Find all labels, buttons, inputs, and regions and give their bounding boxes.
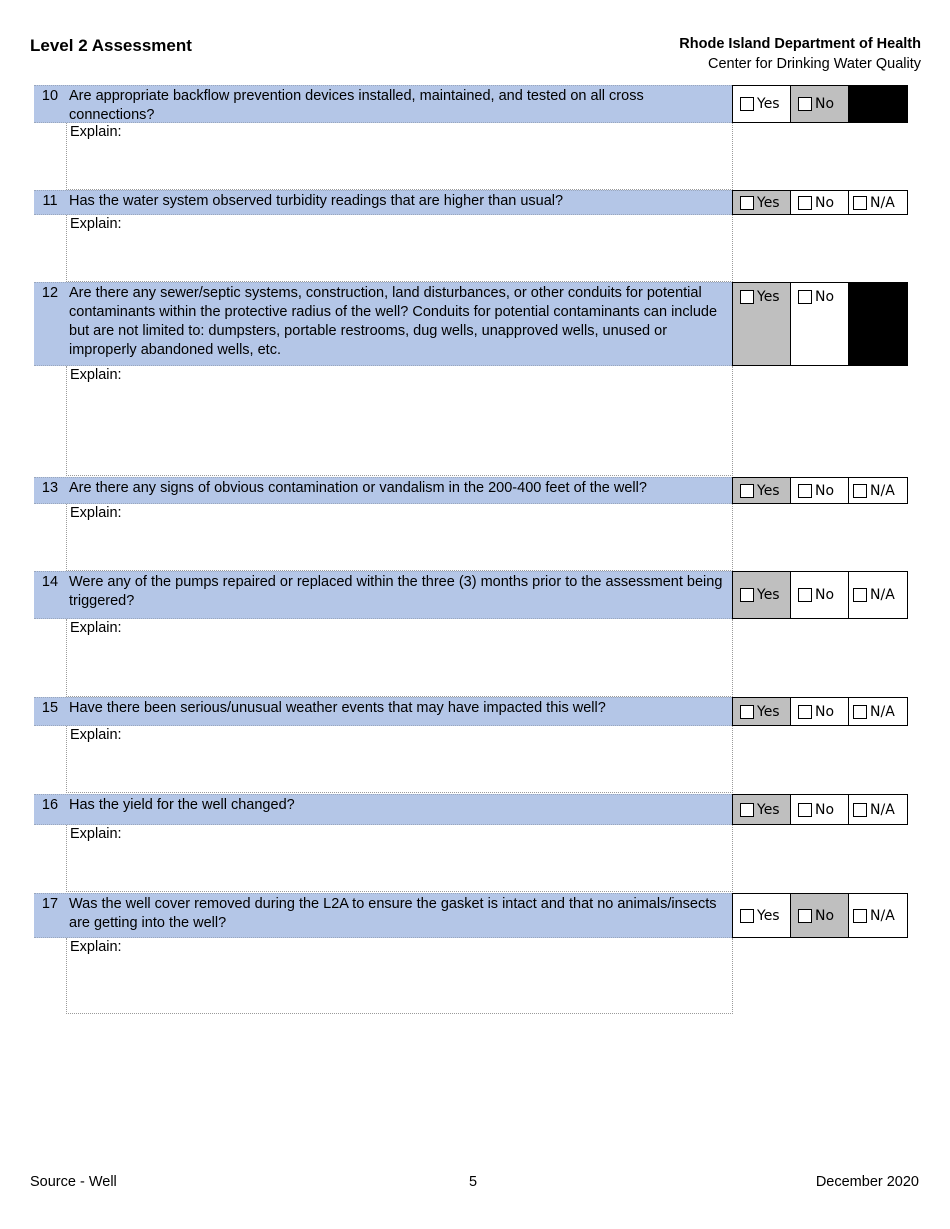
yes-label: Yes [757, 801, 780, 818]
checkbox-no[interactable] [798, 290, 812, 304]
question-row [34, 190, 732, 215]
answer-na[interactable] [849, 191, 907, 214]
explain-field[interactable] [66, 504, 733, 571]
answer-no[interactable] [791, 795, 849, 824]
footer-date: December 2020 [815, 1174, 919, 1190]
answer-na[interactable] [849, 795, 907, 824]
explain-field[interactable] [66, 619, 733, 697]
yes-label: Yes [757, 289, 780, 305]
na-label: N/A [870, 801, 895, 818]
page-header-org [679, 34, 921, 74]
checkbox-no[interactable] [798, 803, 812, 817]
answer-na[interactable] [849, 478, 907, 503]
answer-no[interactable] [791, 283, 849, 365]
explain-label: Explain: [70, 939, 122, 955]
no-label: No [815, 96, 835, 112]
question-row [34, 571, 732, 619]
no-label: No [815, 801, 835, 818]
explain-field[interactable] [66, 825, 733, 892]
yes-label: Yes [757, 587, 780, 603]
checkbox-yes[interactable] [740, 803, 754, 817]
no-label: No [815, 482, 835, 499]
question-row [34, 794, 732, 825]
yes-label: Yes [757, 703, 780, 720]
answer-no[interactable] [791, 478, 849, 503]
na-label: N/A [870, 587, 895, 603]
checkbox-yes[interactable] [740, 290, 754, 304]
question-text: Has the water system observed turbidity readings that are higher than usual? [69, 193, 564, 209]
explain-label: Explain: [70, 216, 122, 232]
question-number: 14 [41, 574, 59, 590]
checkbox-no[interactable] [798, 588, 812, 602]
page-number: 5 [469, 1174, 478, 1190]
question-number: 15 [41, 700, 59, 716]
question-text: Has the yield for the well changed? [69, 797, 295, 813]
explain-field[interactable] [66, 366, 733, 476]
answer-yes[interactable] [733, 86, 791, 122]
question-number: 12 [41, 285, 59, 301]
explain-field[interactable] [66, 726, 733, 793]
question-text: Were any of the pumps repaired or replaced within the three (3) months prior to the assessment being triggered? [69, 574, 723, 609]
answer-box [732, 893, 908, 938]
question-number: 16 [41, 797, 59, 813]
answer-no[interactable] [791, 86, 849, 122]
answer-no[interactable] [791, 572, 849, 618]
no-label: No [815, 289, 835, 305]
question-number: 13 [41, 480, 59, 496]
answer-box [732, 571, 908, 619]
answer-na[interactable] [849, 572, 907, 618]
checkbox-no[interactable] [798, 484, 812, 498]
answer-na-disabled [849, 283, 907, 365]
org-name: Rhode Island Department of Health [679, 36, 921, 52]
checkbox-no[interactable] [798, 909, 812, 923]
answer-no[interactable] [791, 191, 849, 214]
answer-yes[interactable] [733, 191, 791, 214]
question-text: Was the well cover removed during the L2A to ensure the gasket is intact and that no animals/insects are getting into the well? [69, 896, 717, 931]
answer-yes[interactable] [733, 698, 791, 725]
question-text: Have there been serious/unusual weather events that may have impacted this well? [69, 700, 606, 716]
answer-box [732, 477, 908, 504]
no-label: No [815, 907, 835, 924]
page-header-title: Level 2 Assessment [30, 36, 192, 55]
question-row [34, 477, 732, 504]
explain-label: Explain: [70, 620, 122, 636]
explain-field[interactable] [66, 215, 733, 282]
checkbox-na[interactable] [853, 705, 867, 719]
answer-na[interactable] [849, 698, 907, 725]
yes-label: Yes [757, 482, 780, 499]
answer-box [732, 190, 908, 215]
answer-yes[interactable] [733, 283, 791, 365]
answer-box [732, 282, 908, 366]
explain-label: Explain: [70, 505, 122, 521]
explain-label: Explain: [70, 826, 122, 842]
checkbox-yes[interactable] [740, 909, 754, 923]
na-label: N/A [870, 194, 895, 211]
question-number: 17 [41, 896, 59, 912]
answer-yes[interactable] [733, 478, 791, 503]
question-text: Are there any sewer/septic systems, construction, land disturbances, or other conduits for potential contaminants within the protective radius of the well? Conduits for potential contaminants can include but are not limited to: dumpsters, portable restrooms, dug wells, unapproved wells, unused or improperly abandoned wells, etc. [69, 285, 718, 358]
question-text: Are there any signs of obvious contamination or vandalism in the 200-400 feet of the well? [69, 480, 647, 496]
explain-field[interactable] [66, 938, 733, 1014]
answer-yes[interactable] [733, 795, 791, 824]
no-label: No [815, 587, 835, 603]
checkbox-no[interactable] [798, 196, 812, 210]
answer-no[interactable] [791, 698, 849, 725]
answer-box [732, 697, 908, 726]
question-number: 10 [41, 88, 59, 104]
org-center: Center for Drinking Water Quality [707, 56, 921, 72]
answer-box [732, 794, 908, 825]
checkbox-na[interactable] [853, 484, 867, 498]
checkbox-na[interactable] [853, 196, 867, 210]
question-row [34, 697, 732, 726]
answer-yes[interactable] [733, 894, 791, 937]
checkbox-yes[interactable] [740, 705, 754, 719]
na-label: N/A [870, 703, 895, 720]
checkbox-no[interactable] [798, 97, 812, 111]
yes-label: Yes [757, 194, 780, 211]
explain-field[interactable] [66, 123, 733, 190]
answer-yes[interactable] [733, 572, 791, 618]
answer-na-disabled [849, 86, 907, 122]
question-row [34, 282, 732, 366]
checkbox-na[interactable] [853, 803, 867, 817]
yes-label: Yes [757, 907, 780, 924]
question-row [34, 893, 732, 938]
explain-label: Explain: [70, 124, 122, 140]
yes-label: Yes [757, 96, 780, 112]
no-label: No [815, 703, 835, 720]
no-label: No [815, 194, 835, 211]
answer-box [732, 85, 908, 123]
explain-label: Explain: [70, 367, 122, 383]
explain-label: Explain: [70, 727, 122, 743]
checkbox-na[interactable] [853, 909, 867, 923]
question-text: Are appropriate backflow prevention devices installed, maintained, and tested on all cross connections? [69, 88, 644, 123]
checkbox-no[interactable] [798, 705, 812, 719]
question-row [34, 85, 732, 123]
checkbox-yes[interactable] [740, 196, 754, 210]
checkbox-na[interactable] [853, 588, 867, 602]
answer-na[interactable] [849, 894, 907, 937]
na-label: N/A [870, 482, 895, 499]
checkbox-yes[interactable] [740, 484, 754, 498]
na-label: N/A [870, 907, 895, 924]
answer-no[interactable] [791, 894, 849, 937]
checkbox-yes[interactable] [740, 588, 754, 602]
checkbox-yes[interactable] [740, 97, 754, 111]
footer-left: Source - Well [30, 1174, 117, 1190]
question-number: 11 [42, 193, 58, 209]
